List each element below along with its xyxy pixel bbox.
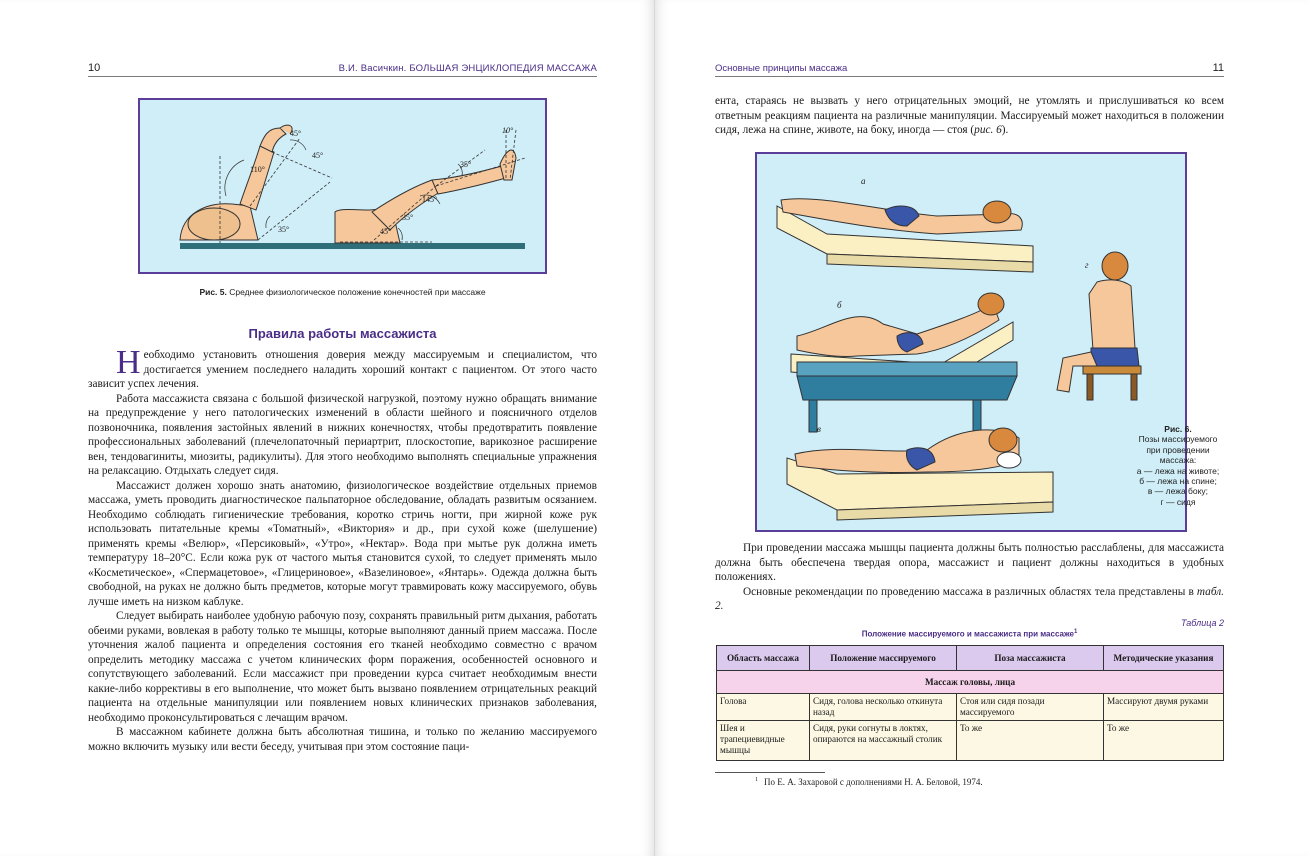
- paragraph: В массажном кабинете должна быть абсолютная тишина, и только по желанию массируемого можно включить музыку или вести беседу, учитывая при этом состояние паци-: [88, 726, 597, 753]
- table-cell: Сидя, руки согнуты в локтях, опираются на массажный столик: [810, 721, 957, 761]
- paragraph: При проведении массажа мышцы пациента должны быть полностью расслаблены, для массажиста должна быть обеспечена твердая опора, массажист и пациент должны находиться в удобных положениях.: [715, 542, 1224, 583]
- paragraph: ента, стараясь не вызвать у него отрицательных эмоций, не утомлять и прислушиваться ко всем ответным реакциям пациента на различные манипуляции. Массируемый может находиться в положении сидя, лежа на спине, животе, на боку, иногда — стоя (рис. 6).: [715, 95, 1224, 136]
- table-header-row: [717, 646, 1224, 671]
- column-header: Положение массируемого: [810, 646, 957, 671]
- caption-line: г — сидя: [1160, 496, 1196, 507]
- footnote-mark: 1: [1073, 629, 1078, 635]
- caption-line: массажа:: [1159, 455, 1197, 466]
- column-header: Методические указания: [1104, 646, 1224, 671]
- caption-title: Рис. 6.: [1164, 424, 1192, 434]
- running-title: В.И. Васичкин. БОЛЬШАЯ ЭНЦИКЛОПЕДИЯ МАССАЖА: [338, 63, 597, 74]
- figure-letter: г: [1085, 260, 1089, 270]
- footnote: [755, 777, 983, 787]
- table-section-row: [717, 671, 1224, 694]
- page-number: 11: [1212, 62, 1224, 74]
- limb-positions-drawing: [140, 100, 545, 272]
- table-number: Таблица 2: [1180, 618, 1224, 628]
- table-cell: Шея и трапециевидные мышцы: [717, 721, 810, 761]
- paragraph: Необходимо установить отношения доверия между массируемым и специалистом, что достигается умением последнего наладить хороший контакт с пациентом. От этого часто зависит успех лечения.: [88, 344, 597, 390]
- angle-label: 45°: [312, 151, 324, 160]
- table-cell: То же: [957, 721, 1104, 761]
- angle-label: 45°: [290, 129, 302, 138]
- table-title: Положение массируемого и массажиста при массаже$^1$: [861, 629, 1078, 639]
- paragraph: Работа массажиста связана с большой физической нагрузкой, поэтому нужно обращать внимание на предупреждение у него патологических изменений в области шейного и поясничного отделов позвоночника, появления застойных явлений в нижних конечностях, чтобы предотвратить появление профессиональных заболеваний (плечелопаточный периартрит, плоскостопие, варикозное расширение вен, тендовагиниты, миозиты, радикулиты). Для этого необходимо выполнять специальные упражнения на релаксацию. Отдыхать следует сидя.: [88, 392, 597, 477]
- figure-letter: а: [861, 176, 866, 186]
- running-head-right: [715, 62, 1224, 77]
- section-title: Правила работы массажиста: [248, 326, 437, 341]
- figure-5-caption: [88, 287, 597, 297]
- paragraph: Массажист должен хорошо знать анатомию, физиологическое воздействие отдельных приемов массажа, уметь проводить диагностическое пальпаторное обследование, обладать развитым осязанием. Необходимо соблюдать гигиенические требования, коротко стричь ногти, при жирной коже рук использовать питательные кремы «Томатный», «Виктория» и др., при сухой коже (шелушение) применять кремы «Велюр», «Персиковый», «Утро», «Нектар». Вода при мытье рук должна иметь температуру 18–20°С. Если кожа рук от частого мытья становится сухой, то следует применять мыло «Косметическое», «Спермацетовое», «Глицериновое», «Вазелиновое», «Янтарь». Одежда должна быть свободной, на руках не должно быть предметов, которые могут травмировать кожу массируемого, обувь лучше иметь на низком каблуке.: [88, 479, 597, 608]
- left-body-text: [88, 344, 597, 754]
- table-cell: Массируют двумя руками: [1104, 694, 1224, 721]
- right-page: [655, 0, 1309, 856]
- table-reference: табл. 2.: [715, 585, 1224, 612]
- column-header: Поза массажиста: [957, 646, 1104, 671]
- figure-letter: б: [837, 300, 842, 310]
- angle-label: 35°: [278, 225, 290, 234]
- caption-line: Позы массируемого: [1138, 434, 1218, 445]
- drop-cap: Н: [116, 344, 141, 381]
- caption-line: б — лежа на спине;: [1139, 476, 1217, 487]
- figure-6-illustration: [755, 152, 1220, 532]
- figure-reference: рис. 6: [974, 124, 1002, 136]
- angle-label: 145°: [422, 195, 438, 204]
- table-cell: Голова: [717, 694, 810, 721]
- caption-line: при проведении: [1146, 444, 1210, 455]
- footnote-mark: 1: [755, 777, 758, 783]
- angle-label: 45°: [380, 227, 392, 236]
- right-top-text: [715, 94, 1224, 138]
- table-cell: То же: [1104, 721, 1224, 761]
- table-row: [717, 721, 1224, 761]
- running-head-left: [88, 62, 597, 77]
- table-cell: Сидя, голова несколько откинута назад: [810, 694, 957, 721]
- angle-label: 35°: [460, 160, 472, 169]
- figure-6-caption: [1129, 424, 1227, 507]
- table-cell: Стоя или сидя позади массируемого: [957, 694, 1104, 721]
- footnote-rule: [715, 772, 825, 773]
- angle-label: 110°: [250, 165, 265, 174]
- caption-line: а — лежа на животе;: [1136, 465, 1220, 476]
- angle-label: 35°: [402, 213, 414, 222]
- column-header: Область массажа: [717, 646, 810, 671]
- patient-positions-drawing: [757, 154, 1185, 530]
- footnote-text: По Е. А. Захаровой с дополнениями Н. А. Беловой, 1974.: [764, 777, 983, 787]
- massage-positions-table: [716, 645, 1224, 761]
- caption-number: Рис. 5.: [199, 287, 227, 297]
- caption-text: Среднее физиологическое положение конечностей при массаже: [229, 287, 486, 297]
- right-mid-text: [715, 541, 1224, 614]
- caption-line: в — лежа боку;: [1147, 486, 1209, 497]
- figure-5-illustration: [138, 98, 547, 274]
- figure-letter: в: [817, 424, 821, 434]
- paragraph: Основные рекомендации по проведению массажа в различных областях тела представлены в табл. 2.: [715, 585, 1224, 612]
- table-row: [717, 694, 1224, 721]
- section-label: Массаж головы, лица: [717, 671, 1224, 694]
- angle-label: 10°: [502, 126, 514, 135]
- running-title: Основные принципы массажа: [715, 63, 848, 74]
- page-number: 10: [88, 62, 101, 74]
- paragraph: Следует выбирать наиболее удобную рабочую позу, сохранять правильный ритм дыхания, работать обеими руками, вовлекая в работу только те мышцы, которые выполняют данный прием массажа. После уточнения жалоб пациента и определения состояния его тканей необходимо совместно с врачом определить методику массажа с учетом клинических форм поражения, особенностей основного и сопутствующего заболеваний. Если массажист при проведении курса считает необходимым внести какие-либо коррективы в его выполнение, что может быть вызвано появлением отрицательных реакций пациента на отдельные манипуляции или появлением новых клинических признаков заболевания, необходимо проконсультироваться с лечащим врачом.: [88, 610, 597, 724]
